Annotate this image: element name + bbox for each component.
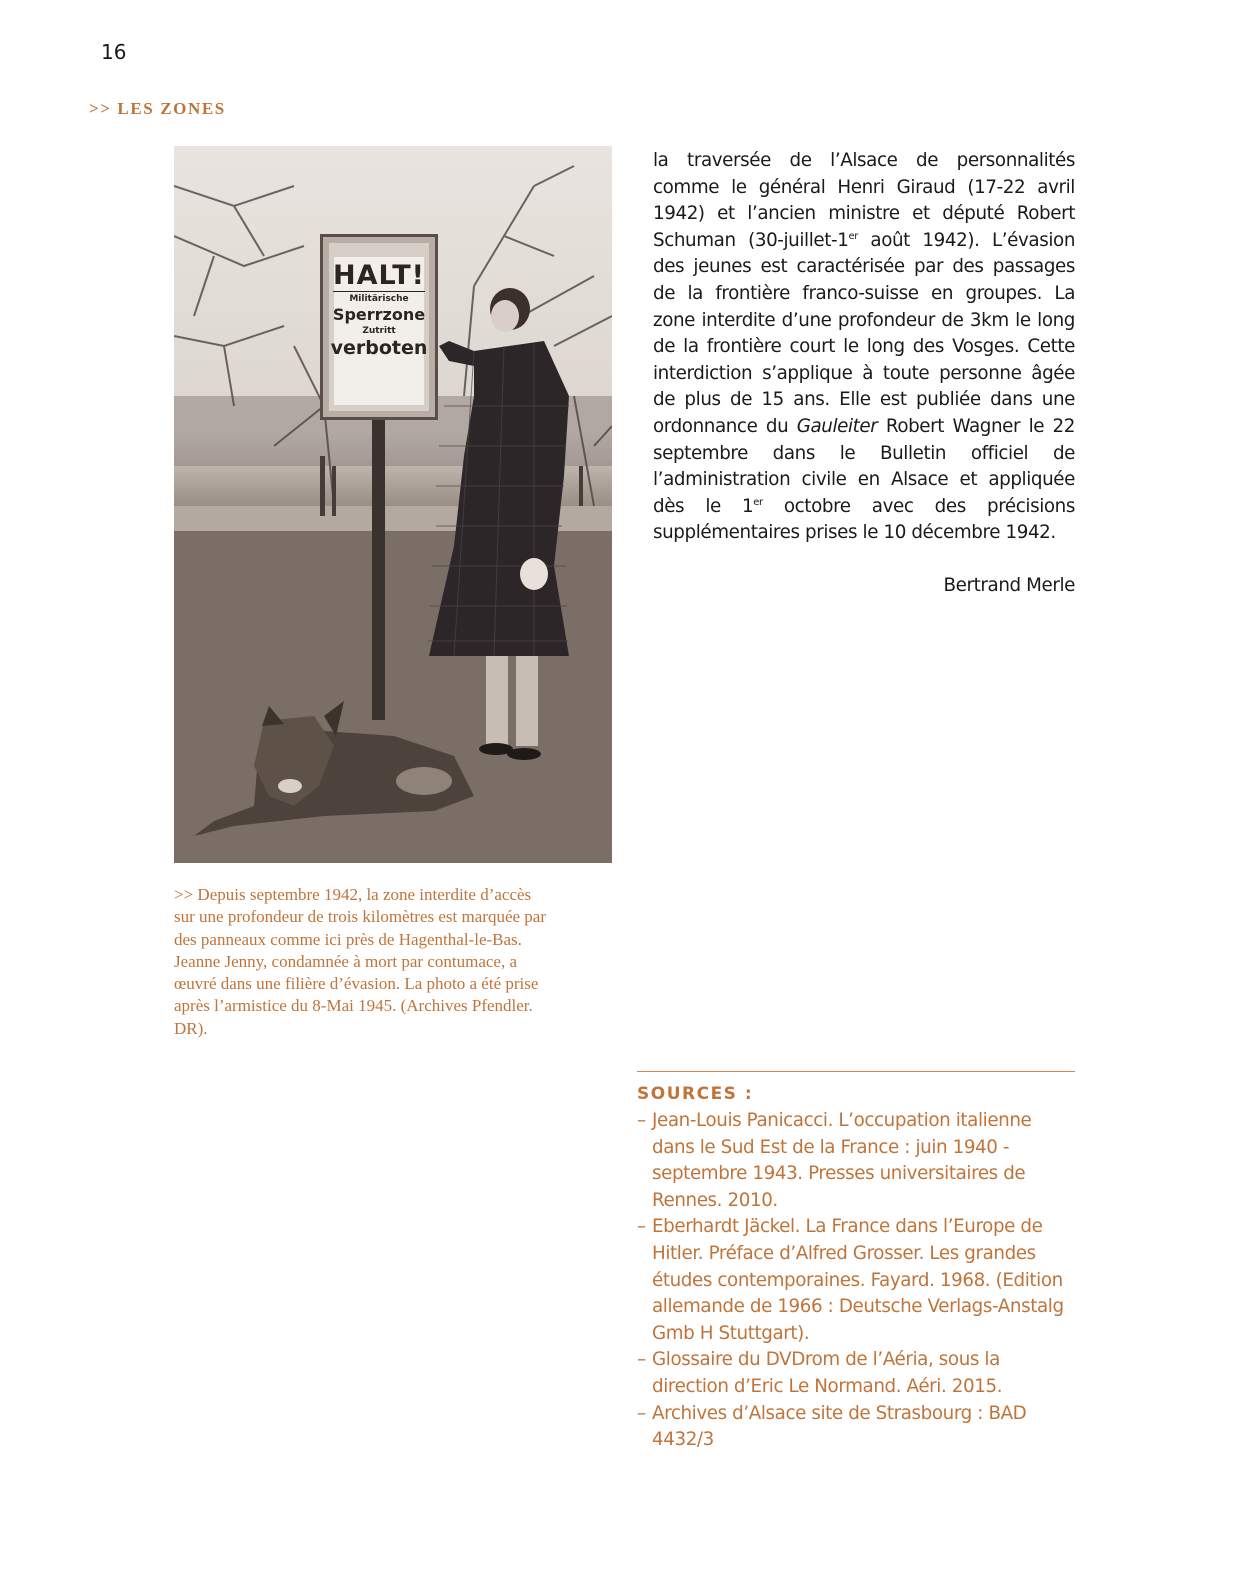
article-italic-term: Gauleiter	[796, 415, 878, 437]
photo-caption: >> Depuis septembre 1942, la zone interdite d’accès sur une profondeur de trois kilomètres est marquée par des panneaux comme ici près de Hagenthal-le-Bas. Jeanne Jenny, condamnée à mort par contumace, a œuvré dans une filière d’évasion. La photo a été prise après l’armistice du 8-Mai 1945. (Archives Pfendler. DR).	[174, 885, 546, 1038]
section-label: >> LES ZONES	[89, 99, 226, 118]
source-text: Glossaire du DVDrom de l’Aéria, sous la direction d’Eric Le Normand. Aéri. 2015.	[652, 1349, 1003, 1397]
halt-sign	[320, 234, 438, 420]
article-text: la traversée de l’Alsace de personnalités comme le général Henri Giraud (17-22 avril 1942) et l’ancien ministre et député Robert Schuman (30-juillet-1	[653, 150, 1075, 251]
page-number: 16	[101, 40, 127, 64]
source-text: Eberhardt Jäckel. La France dans l’Europe de Hitler. Préface d’Alfred Grosser. Les grandes études contemporaines. Fayard. 1968. (Edition allemande de 1966 : Deutsche Verlags-Anstalg Gmb H Stuttgart).	[652, 1216, 1064, 1344]
article-body	[653, 148, 1075, 547]
article-author: Bertrand Merle	[943, 575, 1075, 596]
archival-photo	[174, 146, 612, 863]
sign-halt-text: HALT!	[333, 260, 425, 291]
source-item	[637, 1108, 1077, 1214]
dash-bullet: –	[637, 1110, 646, 1131]
sources-block	[637, 1080, 1077, 1454]
source-item	[637, 1214, 1077, 1347]
sign-line-sperrzone: Sperrzone	[332, 305, 426, 324]
source-item	[637, 1347, 1077, 1400]
source-text: Jean-Louis Panicacci. L’occupation italienne dans le Sud Est de la France : juin 1940 - septembre 1943. Presses universitaires de Rennes. 2010.	[652, 1110, 1032, 1211]
superscript: er	[753, 496, 763, 508]
dash-bullet: –	[637, 1216, 646, 1238]
sign-line-militarische: Militärische	[349, 294, 409, 304]
sources-list	[637, 1108, 1077, 1454]
article-text: août 1942). L’évasion des jeunes est caractérisée par des passages de la frontière franco-suisse en groupes. La zone interdite d’une profondeur de 3km le long de la frontière court le long des Vosges. Cette interdiction s’applique à toute personne âgée de plus de 15 ans. Elle est publiée dans une ordonnance du	[653, 229, 1076, 437]
dash-bullet: –	[637, 1349, 646, 1371]
sign-line-verboten: verboten	[330, 337, 428, 359]
dash-bullet: –	[637, 1402, 646, 1424]
sign-line-zutritt: Zutritt	[362, 326, 396, 336]
article-text: Robert Wagner le 22 septembre dans le Bulletin officiel de l’administration civile en Alsace et appliquée dès le 1	[653, 415, 1075, 517]
article-text: octobre avec des précisions supplémentaires prises le 10 décembre 1942.	[653, 495, 1075, 544]
source-item	[637, 1401, 1077, 1454]
superscript: er	[848, 230, 858, 242]
sources-title: SOURCES :	[637, 1084, 754, 1104]
sources-divider	[637, 1071, 1075, 1072]
source-text: Archives d’Alsace site de Strasbourg : BAD 4432/3	[652, 1402, 1027, 1451]
